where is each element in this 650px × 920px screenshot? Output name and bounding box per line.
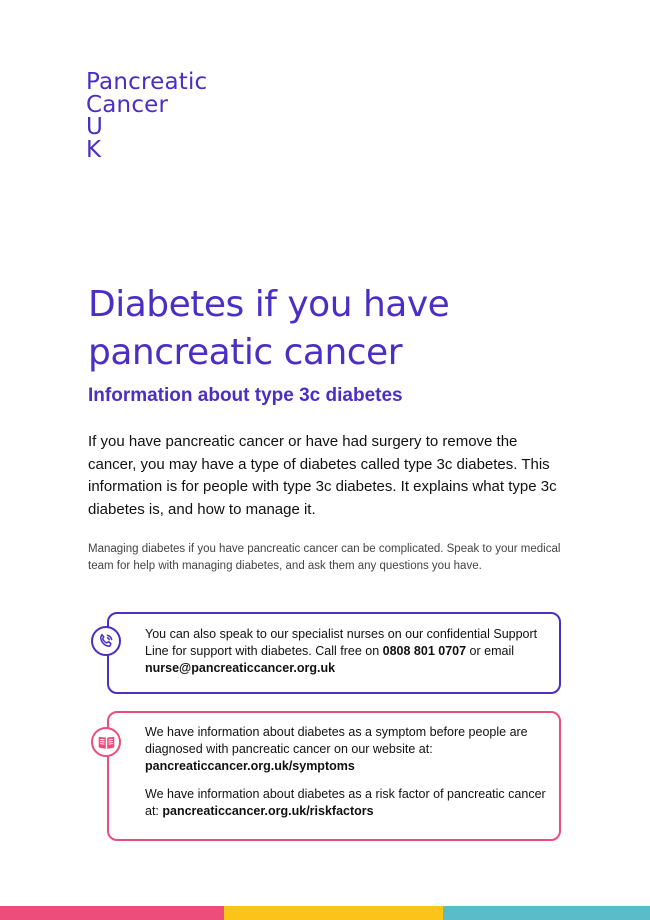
pancreatic-cancer-uk-logo: [86, 71, 207, 161]
bottom-bar-teal: [443, 906, 650, 920]
bottom-bar-yellow: [224, 906, 443, 920]
support-email-link[interactable]: nurse@pancreaticcancer.org.uk: [145, 661, 336, 675]
support-text-middle: or email: [466, 644, 514, 658]
logo-line-1: Pancreatic: [86, 69, 208, 95]
logo-line-3: U: [86, 114, 104, 140]
bottom-bar-pink: [0, 906, 224, 920]
diabetes-info-text: [145, 724, 549, 820]
support-line-text: [145, 626, 549, 677]
symptoms-link[interactable]: pancreaticcancer.org.uk/symptoms: [145, 759, 355, 773]
diabetes-info-box: [107, 711, 561, 841]
support-text-before: You can also speak to our specialist nurses on our confidential Support Line for support with diabetes. Call free on: [145, 627, 538, 658]
page-title: Diabetes if you have pancreatic cancer: [88, 284, 450, 373]
phone-icon: [91, 626, 121, 656]
logo-line-2: Cancer: [86, 91, 169, 118]
note-paragraph: Managing diabetes if you have pancreatic cancer can be complicated. Speak to your medical team for help with managing diabetes, and ask them any questions you have.: [88, 543, 561, 572]
book-icon: [91, 727, 121, 757]
riskfactors-text: We have information about diabetes as a risk factor of pancreatic cancer at:: [145, 787, 546, 818]
page-subtitle: Information about type 3c diabetes: [88, 385, 403, 406]
symptoms-text: We have information about diabetes as a symptom before people are diagnosed with pancreatic cancer on our website at:: [145, 725, 528, 756]
support-line-box: [107, 612, 561, 694]
bottom-color-bar: [0, 906, 650, 920]
support-phone-number[interactable]: 0808 801 0707: [382, 644, 467, 658]
riskfactors-link[interactable]: pancreaticcancer.org.uk/riskfactors: [162, 804, 374, 818]
logo-line-4: K: [86, 136, 102, 163]
intro-paragraph: If you have pancreatic cancer or have had surgery to remove the cancer, you may have a type of diabetes called type 3c diabetes. This information is for people with type 3c diabetes. It explains what type 3c diabetes is, and how to manage it.: [88, 433, 557, 518]
